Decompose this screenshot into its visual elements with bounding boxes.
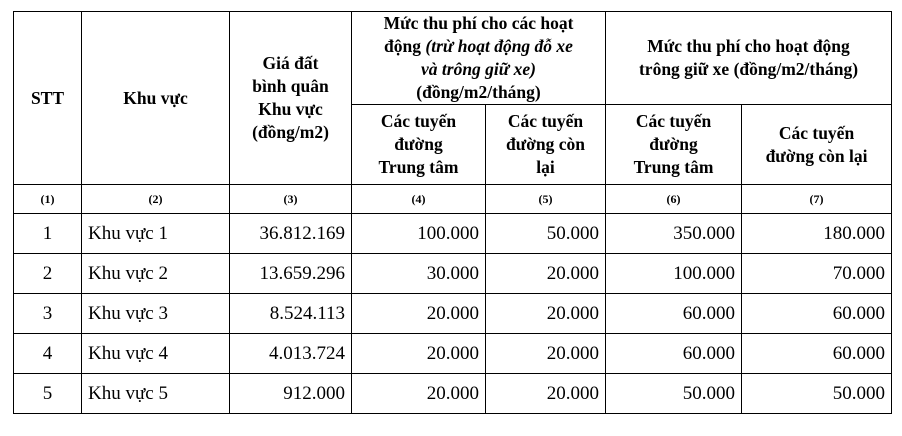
cell-g2-center: 60.000 bbox=[606, 294, 742, 334]
column-number: (1) bbox=[14, 185, 82, 214]
cell-g2-other: 50.000 bbox=[742, 374, 892, 414]
cell-stt: 2 bbox=[14, 254, 82, 294]
cell-g1-other: 20.000 bbox=[486, 334, 606, 374]
cell-stt: 3 bbox=[14, 294, 82, 334]
cell-g1-center: 100.000 bbox=[352, 214, 486, 254]
table-row bbox=[14, 214, 892, 254]
header-avg-price: Giá đất bình quân Khu vực (đồng/m2) bbox=[230, 12, 352, 185]
column-number: (3) bbox=[230, 185, 352, 214]
cell-area: Khu vực 4 bbox=[82, 334, 230, 374]
column-number: (6) bbox=[606, 185, 742, 214]
cell-avg-price: 8.524.113 bbox=[230, 294, 352, 334]
cell-g2-center: 350.000 bbox=[606, 214, 742, 254]
header-g2-center: Các tuyến đường Trung tâm bbox=[606, 105, 742, 185]
cell-g2-center: 60.000 bbox=[606, 334, 742, 374]
cell-g1-other: 20.000 bbox=[486, 294, 606, 334]
cell-g2-other: 70.000 bbox=[742, 254, 892, 294]
cell-area: Khu vực 2 bbox=[82, 254, 230, 294]
cell-g1-other: 50.000 bbox=[486, 214, 606, 254]
header-row-1 bbox=[14, 12, 892, 105]
cell-avg-price: 36.812.169 bbox=[230, 214, 352, 254]
column-number: (2) bbox=[82, 185, 230, 214]
cell-g2-other: 180.000 bbox=[742, 214, 892, 254]
cell-stt: 5 bbox=[14, 374, 82, 414]
cell-area: Khu vực 5 bbox=[82, 374, 230, 414]
cell-area: Khu vực 3 bbox=[82, 294, 230, 334]
cell-g2-other: 60.000 bbox=[742, 334, 892, 374]
cell-g2-center: 50.000 bbox=[606, 374, 742, 414]
header-area: Khu vực bbox=[82, 12, 230, 185]
header-g1-center: Các tuyến đường Trung tâm bbox=[352, 105, 486, 185]
cell-g1-center: 30.000 bbox=[352, 254, 486, 294]
column-number-row bbox=[14, 185, 892, 214]
cell-g2-other: 60.000 bbox=[742, 294, 892, 334]
table-row bbox=[14, 374, 892, 414]
cell-avg-price: 912.000 bbox=[230, 374, 352, 414]
cell-g2-center: 100.000 bbox=[606, 254, 742, 294]
cell-area: Khu vực 1 bbox=[82, 214, 230, 254]
cell-g1-center: 20.000 bbox=[352, 334, 486, 374]
header-g2-other: Các tuyến đường còn lại bbox=[742, 105, 892, 185]
header-group-activities: Mức thu phí cho các hoạt động (trừ hoạt động đỗ xe và trông giữ xe) (đồng/m2/tháng) bbox=[352, 12, 606, 105]
cell-g1-center: 20.000 bbox=[352, 374, 486, 414]
header-stt: STT bbox=[14, 12, 82, 185]
cell-stt: 1 bbox=[14, 214, 82, 254]
header-g1-other: Các tuyến đường còn lại bbox=[486, 105, 606, 185]
column-number: (7) bbox=[742, 185, 892, 214]
cell-g1-other: 20.000 bbox=[486, 374, 606, 414]
table-row bbox=[14, 294, 892, 334]
cell-g1-center: 20.000 bbox=[352, 294, 486, 334]
cell-avg-price: 4.013.724 bbox=[230, 334, 352, 374]
fee-table bbox=[13, 11, 892, 414]
table-row bbox=[14, 254, 892, 294]
header-group-parking: Mức thu phí cho hoạt động trông giữ xe (đồng/m2/tháng) bbox=[606, 12, 892, 105]
cell-g1-other: 20.000 bbox=[486, 254, 606, 294]
table-row bbox=[14, 334, 892, 374]
cell-avg-price: 13.659.296 bbox=[230, 254, 352, 294]
column-number: (4) bbox=[352, 185, 486, 214]
cell-stt: 4 bbox=[14, 334, 82, 374]
column-number: (5) bbox=[486, 185, 606, 214]
